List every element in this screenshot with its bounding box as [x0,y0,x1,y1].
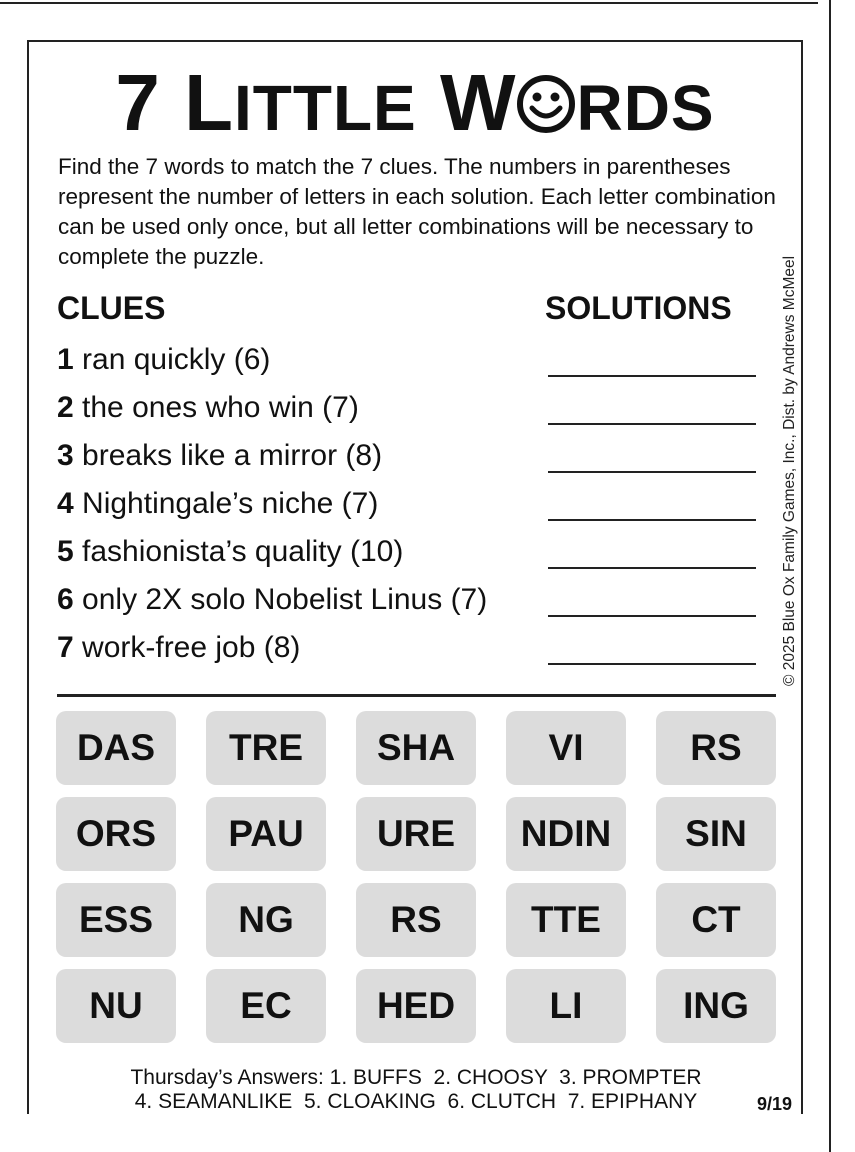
clue-number: 4 [57,487,74,520]
solution-blank-2[interactable] [548,423,756,425]
clue-text: only 2X solo Nobelist Linus (7) [82,583,488,616]
letter-tile[interactable]: ING [656,969,776,1043]
clue-number: 5 [57,535,74,568]
letter-tile[interactable]: SIN [656,797,776,871]
letter-tile[interactable]: HED [356,969,476,1043]
solution-blank-7[interactable] [548,663,756,665]
clue-number: 6 [57,583,74,616]
solution-blank-6[interactable] [548,615,756,617]
solutions-heading: SOLUTIONS [545,290,732,326]
title-word-words: W RDS [440,58,715,147]
clue-text: fashionista’s quality (10) [82,535,404,568]
letter-tile[interactable]: NG [206,883,326,957]
solution-blank-1[interactable] [548,375,756,377]
letter-tile[interactable]: URE [356,797,476,871]
letter-tile[interactable]: VI [506,711,626,785]
answers-line-1: Thursday’s Answers: 1. BUFFS 2. CHOOSY 3. PROMPTER [130,1066,702,1089]
solution-blank-4[interactable] [548,519,756,521]
clue-number: 1 [57,343,74,376]
instructions-text: Find the 7 words to match the 7 clues. The numbers in parentheses represent the number of letters in each solution. Each letter combination can be used only once, but all letter combinations will be necessary to complete the puzzle. [58,154,776,269]
title-word-little: LITTLE [184,58,417,147]
letter-tile[interactable]: EC [206,969,326,1043]
answers-line-2: 4. SEAMANLIKE 5. CLOAKING 6. CLUTCH 7. EPIPHANY [134,1090,698,1113]
letter-tile[interactable]: NU [56,969,176,1043]
clue-number: 2 [57,391,74,424]
clue-3 [57,439,382,473]
page-top-rule [0,2,818,4]
section-divider [57,694,776,697]
puzzle-date: 9/19 [757,1094,793,1114]
letter-tile[interactable]: RS [356,883,476,957]
letter-tile[interactable]: PAU [206,797,326,871]
page-right-rule [829,0,831,1152]
clue-1 [57,343,270,377]
letter-tile[interactable]: ESS [56,883,176,957]
letter-tile[interactable]: DAS [56,711,176,785]
letter-tile[interactable]: TTE [506,883,626,957]
solution-blank-5[interactable] [548,567,756,569]
clue-6 [57,583,487,617]
letter-tile[interactable]: RS [656,711,776,785]
letter-tile[interactable]: NDIN [506,797,626,871]
solution-blank-3[interactable] [548,471,756,473]
clue-5 [57,535,403,569]
clue-text: work-free job (8) [82,631,301,664]
clue-number: 3 [57,439,74,472]
clue-2 [57,391,359,425]
clue-text: ran quickly (6) [82,343,271,376]
clue-number: 7 [57,631,74,664]
puzzle-title [27,58,803,153]
letter-tile[interactable]: LI [506,969,626,1043]
copyright-notice: © 2025 Blue Ox Family Games, Inc., Dist. by Andrews McMeel [781,255,798,686]
smiley-face-icon [516,62,576,152]
clues-heading: CLUES [57,290,166,326]
clue-7 [57,631,300,665]
previous-answers [58,1066,774,1114]
clue-text: Nightingale’s niche (7) [82,487,379,520]
letter-tile[interactable]: TRE [206,711,326,785]
clue-4 [57,487,378,521]
letter-tile[interactable]: SHA [356,711,476,785]
clue-text: breaks like a mirror (8) [82,439,383,472]
letter-tile[interactable]: ORS [56,797,176,871]
clue-text: the ones who win (7) [82,391,359,424]
letter-tile[interactable]: CT [656,883,776,957]
title-number: 7 [115,58,161,147]
